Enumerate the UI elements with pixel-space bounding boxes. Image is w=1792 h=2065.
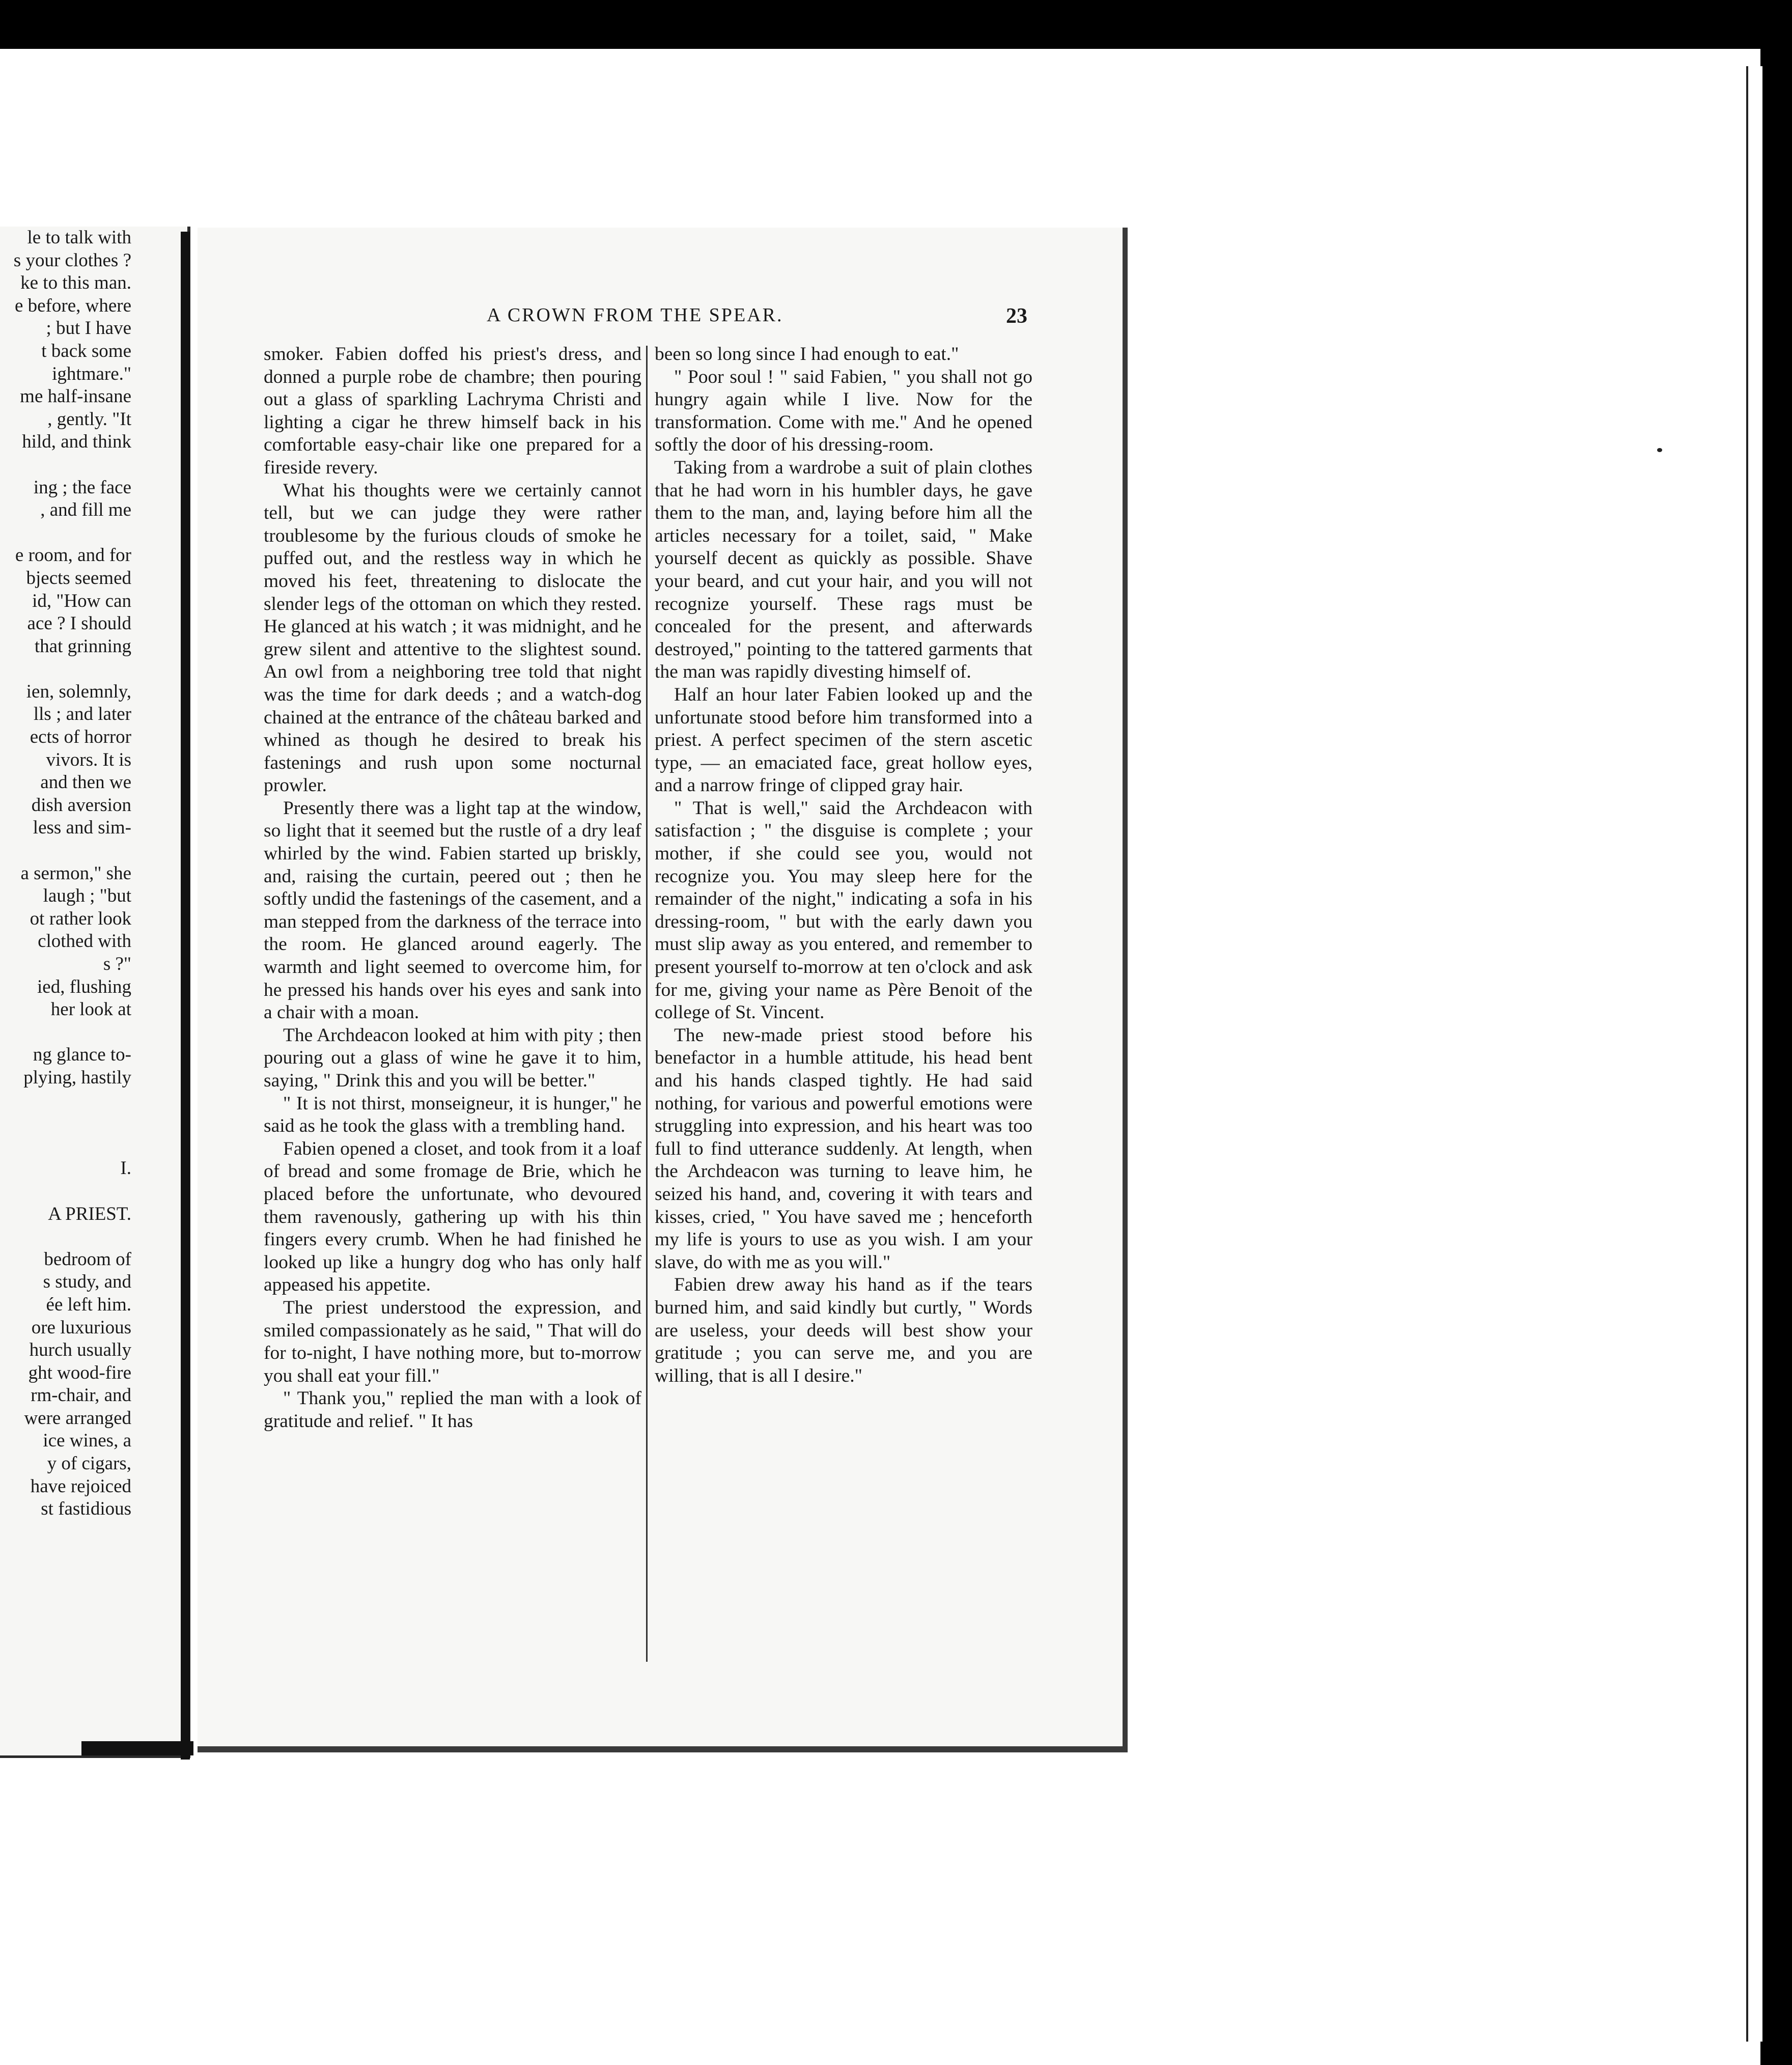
fragment-line: lls ; and later — [33, 704, 131, 725]
fragment-line: clothed with — [38, 931, 131, 952]
fragment-line: ke to this man. — [20, 272, 131, 294]
fragment-line: bedroom of — [44, 1248, 131, 1270]
fragment-line: ice wines, a — [43, 1430, 131, 1452]
fragment-line — [0, 454, 131, 477]
fragment-line: ore luxurious — [31, 1317, 131, 1338]
microfilm-border-right — [1760, 0, 1792, 2065]
book-gutter — [181, 232, 190, 1760]
fragment-line: plying, hastily — [23, 1067, 131, 1088]
fragment-line: e before, where — [14, 295, 131, 316]
fragment-line: , gently. "It — [47, 408, 131, 430]
fragment-line — [0, 1112, 131, 1135]
fragment-line: that grinning — [34, 635, 131, 657]
paragraph: Presently there was a light tap at the window, so light that it seemed but the rustle of a dry leaf whirled by the wind. Fabien started up briskly, and, raising the curtain, peered out ; then he softly undid the fastenings of the casement, and a man stepped from the darkness of the terrace into the room. He glanced around eagerly. The warmth and light seemed to overcome him, for he pressed his hands over his eyes and sank into a chair with a moan. — [264, 797, 641, 1023]
fragment-line: s ?" — [103, 954, 131, 974]
running-head — [198, 304, 1128, 334]
text-column-left — [264, 343, 641, 1433]
fragment-line: hurch usually — [29, 1340, 131, 1361]
fragment-line — [0, 1180, 131, 1203]
fragment-line: ée left him. — [46, 1294, 131, 1315]
paragraph: " That is well," said the Archdeacon with satisfaction ; " the disguise is complete ; your mother, if she could see you, would not recognize you. You may sleep here for the remainder of the night," indicating a sofa in his dressing-room, " but with the early dawn you must slip away as you entered, and remember to present yourself to-morrow at ten o'clock and ask for me, giving your name as Père Benoit of the college of St. Vincent. — [655, 797, 1032, 1023]
fragment-line: le to talk with — [27, 227, 131, 248]
fragment-line: ightmare." — [52, 363, 131, 384]
paragraph: What his thoughts were we certainly cannot tell, but we can judge they were rather troublesome by the furious clouds of smoke he puffed out, and the restless way in which he moved his feet, threatening to dislocate the slender legs of the ottoman on which they rested. He glanced at his watch ; it was midnight, and he grew silent and attentive to the slightest sound. An owl from a neighboring tree told that night was the time for dark deeds ; and a watch-dog chained at the entrance of the château barked and whined as though he desired to break his fastenings and rush upon some nocturnal prowler. — [264, 480, 641, 796]
fragment-line: s study, and — [43, 1271, 131, 1293]
fragment-line — [0, 840, 131, 862]
fragment-line: ects of horror — [30, 727, 131, 748]
microfilm-border-top — [0, 0, 1792, 49]
fragment-line: I. — [120, 1158, 131, 1179]
microfilm-frame-edge — [1746, 66, 1762, 2042]
fragment-line: y of cigars, — [47, 1453, 131, 1474]
text-column-right — [655, 343, 1032, 1387]
paragraph: Taking from a wardrobe a suit of plain clothes that he had worn in his humbler days, he gave them to the man, and, laying before him all the articles necessary for a toilet, said, " Make yourself decent as quickly as possible. Shave your beard, and cut your hair, and you will not recognize yourself. These rags must be concealed for the present, and afterwards destroyed," pointing to the tattered garments that the man was rapidly divesting himself of. — [655, 457, 1032, 683]
fragment-line: ng glance to- — [33, 1044, 131, 1066]
book-page — [198, 228, 1128, 1752]
fragment-line — [0, 1021, 131, 1044]
fragment-line: rm-chair, and — [31, 1385, 131, 1406]
paragraph: The new-made priest stood before his benefactor in a humble attitude, his head bent and his hands clasped tightly. He had said nothing, for various and powerful emotions were struggling into expression, and his heart was too full to find utterance suddenly. At length, when the Archdeacon was turning to leave him, he seized his hand, and, covering it with tears and kisses, cried, " You have saved me ; henceforth my life is yours to use as you wish. I am your slave, do with me as you will." — [655, 1024, 1032, 1273]
fragment-line: ied, flushing — [37, 976, 131, 997]
fragment-line: ; but I have — [46, 318, 131, 339]
fragment-line: , and fill me — [40, 499, 131, 521]
paragraph: " Thank you," replied the man with a look of gratitude and relief. " It has — [264, 1388, 641, 1432]
fragment-line — [0, 522, 131, 545]
fragment-line: id, "How can — [32, 590, 131, 611]
fragment-line: her look at — [50, 999, 131, 1020]
fragment-line — [0, 1135, 131, 1158]
paragraph: " Poor soul ! " said Fabien, " you shall not go hungry again while I live. Now for the transformation. Come with me." And he opened softly the door of his dressing-room. — [655, 366, 1032, 456]
page-number: 23 — [1006, 304, 1027, 328]
fragment-line: ing ; the face — [33, 477, 131, 498]
fragment-line: ot rather look — [30, 908, 131, 929]
paragraph: The Archdeacon looked at him with pity ; then pouring out a glass of wine he gave it to him, saying, " Drink this and you will be better." — [264, 1024, 641, 1091]
fragment-line: A PRIEST. — [48, 1203, 131, 1224]
fragment-line — [0, 1225, 131, 1248]
fragment-line: ace ? I should — [27, 613, 131, 634]
fragment-line: s your clothes ? — [13, 249, 131, 271]
fragment-line: t back some — [41, 340, 131, 361]
paragraph: smoker. Fabien doffed his priest's dress, and donned a purple robe de chambre; then pouring out a glass of sparkling Lachryma Christi and lighting a cigar he threw himself back in his comfortable easy-chair like one prepared for a fireside revery. — [264, 344, 641, 478]
previous-page-text — [0, 227, 131, 1521]
paragraph: Fabien drew away his hand as if the tears burned him, and said kindly but curtly, " Words are useless, your deeds will best show your gratitude ; you can serve me, and you are willing, that is all I desire." — [655, 1274, 1032, 1386]
paragraph: been so long since I had enough to eat." — [655, 344, 959, 365]
fragment-line: hild, and think — [22, 431, 131, 453]
fragment-line: were arranged — [24, 1407, 131, 1429]
fragment-line: a sermon," she — [20, 862, 131, 884]
fragment-line: me half-insane — [20, 386, 131, 407]
fragment-line: ght wood-fire — [28, 1362, 131, 1383]
paragraph: The priest understood the expression, and smiled compassionately as he said, " That will do for to-night, I have nothing more, but to-morrow you shall eat your fill." — [264, 1297, 641, 1386]
fragment-line — [0, 658, 131, 681]
fragment-line: vivors. It is — [46, 749, 131, 770]
fragment-line: have rejoiced — [30, 1475, 131, 1497]
column-divider — [646, 346, 648, 1662]
fragment-line: dish aversion — [31, 794, 131, 816]
fragment-line — [0, 1090, 131, 1112]
book-gutter-foot — [81, 1741, 193, 1755]
fragment-line: st fastidious — [41, 1498, 131, 1520]
paragraph: Half an hour later Fabien looked up and the unfortunate stood before him transformed into a priest. A perfect specimen of the stern ascetic type, — an emaciated face, great hollow eyes, and a narrow fringe of clipped gray hair. — [655, 684, 1032, 796]
fragment-line: e room, and for — [15, 545, 131, 566]
fragment-line: laugh ; "but — [43, 885, 131, 907]
previous-page-fragment — [0, 227, 190, 1758]
fragment-line: bjects seemed — [26, 567, 131, 589]
fragment-line: and then we — [40, 772, 131, 793]
paragraph: Fabien opened a closet, and took from it a loaf of bread and some fromage de Brie, which he placed before the unfortunate, who devoured them ravenously, gathering up with his thin fingers every crumb. When he had finished he looked up like a hungry dog who has only half appeased his appetite. — [264, 1138, 641, 1296]
running-title: A CROWN FROM THE SPEAR. — [487, 304, 783, 326]
paragraph: " It is not thirst, monseigneur, it is hunger," he said as he took the glass with a trembling hand. — [264, 1093, 641, 1137]
film-speck — [1657, 448, 1662, 452]
fragment-line: less and sim- — [33, 817, 131, 839]
fragment-line: ien, solemnly, — [26, 681, 131, 702]
